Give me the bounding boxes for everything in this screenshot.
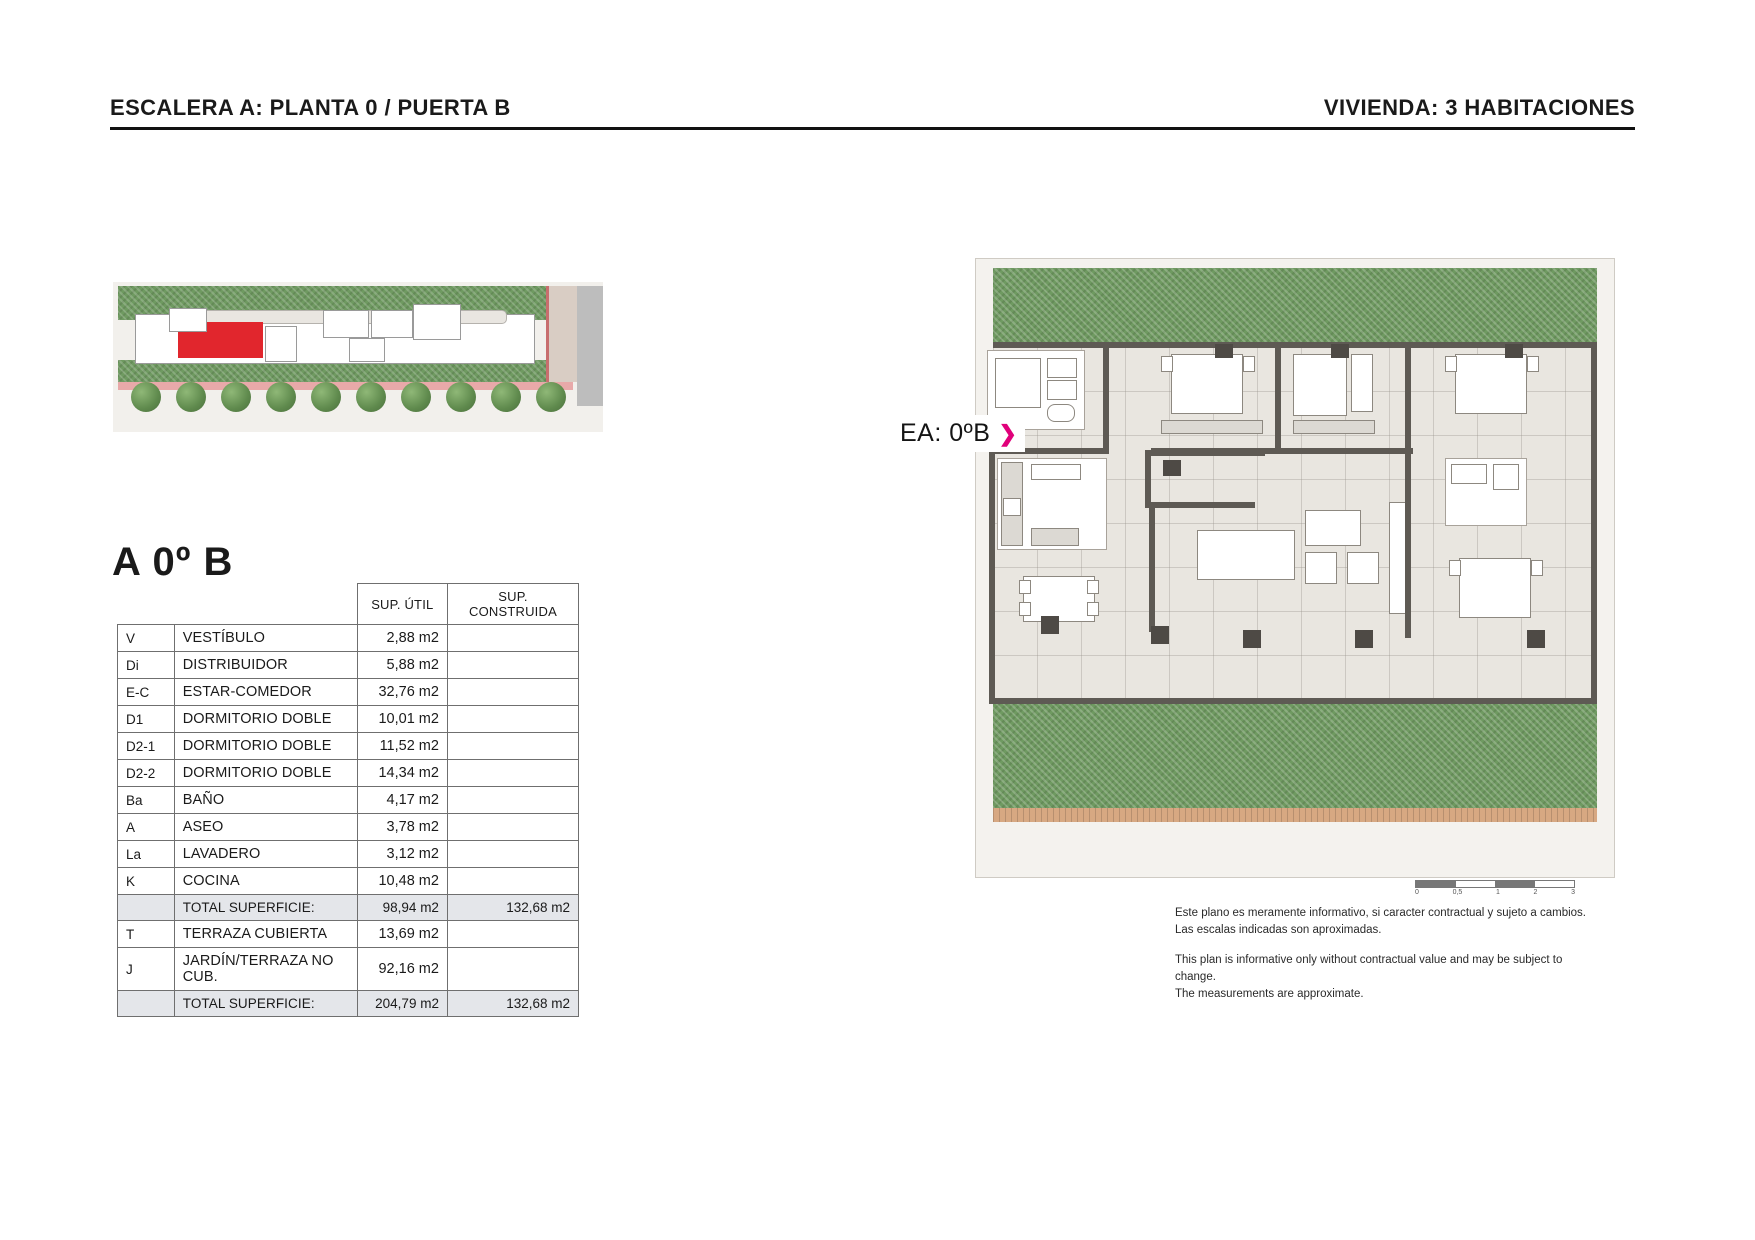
col-construida-header: SUP. CONSTRUIDA xyxy=(447,584,578,625)
table-total-row xyxy=(118,991,579,1017)
page-header xyxy=(110,95,1635,130)
row-util: 10,01 m2 xyxy=(357,706,447,733)
subtotal-code xyxy=(118,895,175,921)
row-code: T xyxy=(118,921,175,948)
row-util: 14,34 m2 xyxy=(357,760,447,787)
nightstand-icon xyxy=(1243,356,1255,372)
bed-double-4 xyxy=(1459,558,1531,618)
tree-icon xyxy=(491,382,521,412)
disclaimer-es-line1: Este plano es meramente informativo, si caracter contractual y sujeto a cambios. xyxy=(1175,907,1586,919)
wall-west xyxy=(989,454,995,704)
unit-callout-label xyxy=(890,415,1025,452)
table-subtotal-row xyxy=(118,895,579,921)
row-construida xyxy=(447,625,578,652)
row-name: COCINA xyxy=(174,868,357,895)
disclaimer-en-line2: The measurements are approximate. xyxy=(1175,987,1364,1000)
row-construida xyxy=(447,868,578,895)
scale-bar-labels xyxy=(1415,889,1575,896)
site-plan-block-e xyxy=(349,338,385,362)
row-code: A xyxy=(118,814,175,841)
bed-single-2 xyxy=(1293,354,1347,416)
header-title-right: VIVIENDA: 3 HABITACIONES xyxy=(1323,95,1635,120)
table-row xyxy=(118,760,579,787)
subtotal-label: TOTAL SUPERFICIE: xyxy=(174,895,357,921)
site-plan-block-a xyxy=(323,310,369,338)
total-util: 204,79 m2 xyxy=(357,991,447,1017)
garden-area-top xyxy=(993,268,1597,346)
row-code: V xyxy=(118,625,175,652)
row-name: VESTÍBULO xyxy=(174,625,357,652)
tree-icon xyxy=(401,382,431,412)
row-name: LAVADERO xyxy=(174,841,357,868)
col-name-header xyxy=(174,584,357,625)
nightstand-icon xyxy=(1161,356,1173,372)
bathtub-icon xyxy=(1451,464,1487,484)
table-row xyxy=(118,841,579,868)
row-code: Ba xyxy=(118,787,175,814)
row-name: DORMITORIO DOBLE xyxy=(174,733,357,760)
wall-south xyxy=(993,698,1597,704)
column-icon xyxy=(1331,344,1349,358)
partition-3 xyxy=(1145,502,1255,508)
scale-bar-ticks xyxy=(1415,880,1575,888)
site-plan-block-d xyxy=(265,326,297,362)
nightstand-icon xyxy=(1445,356,1457,372)
row-name: ESTAR-COMEDOR xyxy=(174,679,357,706)
table-row xyxy=(118,625,579,652)
chair-icon xyxy=(1087,580,1099,594)
column-icon xyxy=(1505,344,1523,358)
total-construida: 132,68 m2 xyxy=(447,991,578,1017)
scale-tick xyxy=(1416,881,1456,887)
row-name: DISTRIBUIDOR xyxy=(174,652,357,679)
washer-icon xyxy=(1047,358,1077,378)
row-name: JARDÍN/TERRAZA NO CUB. xyxy=(174,948,357,991)
row-code: La xyxy=(118,841,175,868)
site-plan-unit-notch xyxy=(169,308,207,332)
row-util: 5,88 m2 xyxy=(357,652,447,679)
tree-icon xyxy=(356,382,386,412)
row-name: ASEO xyxy=(174,814,357,841)
row-code: E-C xyxy=(118,679,175,706)
row-util: 92,16 m2 xyxy=(357,948,447,991)
disclaimer-en-line1: This plan is informative only without contractual value and may be subject to change. xyxy=(1175,954,1563,984)
row-name: BAÑO xyxy=(174,787,357,814)
site-key-plan xyxy=(113,282,603,432)
sink-icon xyxy=(1031,528,1079,546)
partition-7 xyxy=(1405,344,1411,454)
header-title-left: ESCALERA A: PLANTA 0 / PUERTA B xyxy=(110,95,511,120)
row-code: J xyxy=(118,948,175,991)
site-plan-block-b xyxy=(371,310,413,338)
row-util: 4,17 m2 xyxy=(357,787,447,814)
hob-icon xyxy=(1003,498,1021,516)
row-code: K xyxy=(118,868,175,895)
row-construida xyxy=(447,760,578,787)
table-row xyxy=(118,814,579,841)
arrow-right-icon: ❯ xyxy=(998,420,1017,446)
chair-icon xyxy=(1087,602,1099,616)
table-row xyxy=(118,948,579,991)
nightstand-icon xyxy=(1449,560,1461,576)
table-row xyxy=(118,921,579,948)
bed-double-3 xyxy=(1455,354,1527,414)
row-code: D2-1 xyxy=(118,733,175,760)
row-name: TERRAZA CUBIERTA xyxy=(174,921,357,948)
sofa-icon xyxy=(1305,510,1361,546)
col-code-header xyxy=(118,584,175,625)
kitchen-upper-unit xyxy=(1031,464,1081,480)
row-name: DORMITORIO DOBLE xyxy=(174,760,357,787)
table-row xyxy=(118,733,579,760)
bed-double-1 xyxy=(1171,354,1243,414)
wardrobe-icon xyxy=(1293,420,1375,434)
tree-icon xyxy=(221,382,251,412)
tree-icon xyxy=(176,382,206,412)
washbasin-icon xyxy=(1493,464,1519,490)
row-util: 2,88 m2 xyxy=(357,625,447,652)
row-construida xyxy=(447,814,578,841)
scale-tick xyxy=(1456,881,1496,887)
scale-label: 3 xyxy=(1571,889,1575,896)
scale-label: 2 xyxy=(1533,889,1538,896)
table-row xyxy=(118,679,579,706)
partition-8 xyxy=(1151,448,1413,454)
row-util: 10,48 m2 xyxy=(357,868,447,895)
wardrobe-icon xyxy=(1161,420,1263,434)
nightstand-icon xyxy=(1531,560,1543,576)
column-icon xyxy=(1243,630,1261,648)
scale-bar xyxy=(1415,880,1575,896)
scale-label: 0,5 xyxy=(1452,889,1463,896)
row-util: 11,52 m2 xyxy=(357,733,447,760)
partition-5 xyxy=(1405,448,1411,638)
nightstand-icon xyxy=(1527,356,1539,372)
scale-label: 0 xyxy=(1415,889,1419,896)
dining-table-main xyxy=(1197,530,1295,580)
scale-tick xyxy=(1535,881,1574,887)
apartment-floor-plan xyxy=(975,258,1615,878)
row-util: 32,76 m2 xyxy=(357,679,447,706)
tree-icon xyxy=(446,382,476,412)
scale-tick xyxy=(1496,881,1536,887)
tree-icon xyxy=(311,382,341,412)
row-construida xyxy=(447,787,578,814)
row-util: 3,12 m2 xyxy=(357,841,447,868)
unit-plan-title: A 0º B xyxy=(112,540,234,584)
row-construida xyxy=(447,948,578,991)
table-row xyxy=(118,868,579,895)
row-util: 3,78 m2 xyxy=(357,814,447,841)
site-plan-block-c xyxy=(413,304,461,340)
row-construida xyxy=(447,652,578,679)
disclaimer-english xyxy=(1175,952,1605,1002)
partition-6 xyxy=(1275,344,1281,454)
desk-icon xyxy=(1351,354,1373,412)
column-icon xyxy=(1527,630,1545,648)
disclaimer-spanish xyxy=(1175,905,1605,938)
column-icon xyxy=(1355,630,1373,648)
table-row xyxy=(118,652,579,679)
wall-entry-side xyxy=(1103,342,1109,454)
total-code xyxy=(118,991,175,1017)
subtotal-util: 98,94 m2 xyxy=(357,895,447,921)
tree-icon xyxy=(536,382,566,412)
row-util: 13,69 m2 xyxy=(357,921,447,948)
column-icon xyxy=(1163,460,1181,476)
toilet-icon xyxy=(1047,404,1075,422)
row-code: D1 xyxy=(118,706,175,733)
shower-tray-icon xyxy=(995,358,1041,408)
table-header-row xyxy=(118,584,579,625)
armchair-icon xyxy=(1305,552,1337,584)
col-util-header: SUP. ÚTIL xyxy=(357,584,447,625)
armchair-icon xyxy=(1347,552,1379,584)
column-icon xyxy=(1151,626,1169,644)
row-construida xyxy=(447,706,578,733)
tree-icon xyxy=(266,382,296,412)
unit-callout-text: EA: 0ºB xyxy=(900,419,991,447)
scale-label: 1 xyxy=(1495,889,1500,896)
surface-area-table xyxy=(117,583,579,1017)
partition-1 xyxy=(1145,450,1151,508)
garden-area-bottom xyxy=(993,700,1597,808)
subtotal-construida: 132,68 m2 xyxy=(447,895,578,921)
disclaimer-block xyxy=(1175,905,1605,1002)
disclaimer-es-line2: Las escalas indicadas son aproximadas. xyxy=(1175,923,1382,936)
chair-icon xyxy=(1019,602,1031,616)
row-name: DORMITORIO DOBLE xyxy=(174,706,357,733)
row-construida xyxy=(447,841,578,868)
row-construida xyxy=(447,921,578,948)
site-plan-tree-row xyxy=(123,382,573,430)
row-code: Di xyxy=(118,652,175,679)
dining-table-secondary xyxy=(1023,576,1095,622)
table-row xyxy=(118,706,579,733)
site-plan-right-strip xyxy=(546,286,577,382)
row-construida xyxy=(447,679,578,706)
partition-4 xyxy=(1149,502,1155,632)
chair-icon xyxy=(1019,580,1031,594)
dryer-icon xyxy=(1047,380,1077,400)
row-construida xyxy=(447,733,578,760)
total-label: TOTAL SUPERFICIE: xyxy=(174,991,357,1017)
column-icon xyxy=(1041,616,1059,634)
column-icon xyxy=(1215,344,1233,358)
terrace-decking xyxy=(993,808,1597,822)
site-plan-road xyxy=(577,286,603,406)
tree-icon xyxy=(131,382,161,412)
wall-east xyxy=(1591,342,1597,704)
row-code: D2-2 xyxy=(118,760,175,787)
table-row xyxy=(118,787,579,814)
